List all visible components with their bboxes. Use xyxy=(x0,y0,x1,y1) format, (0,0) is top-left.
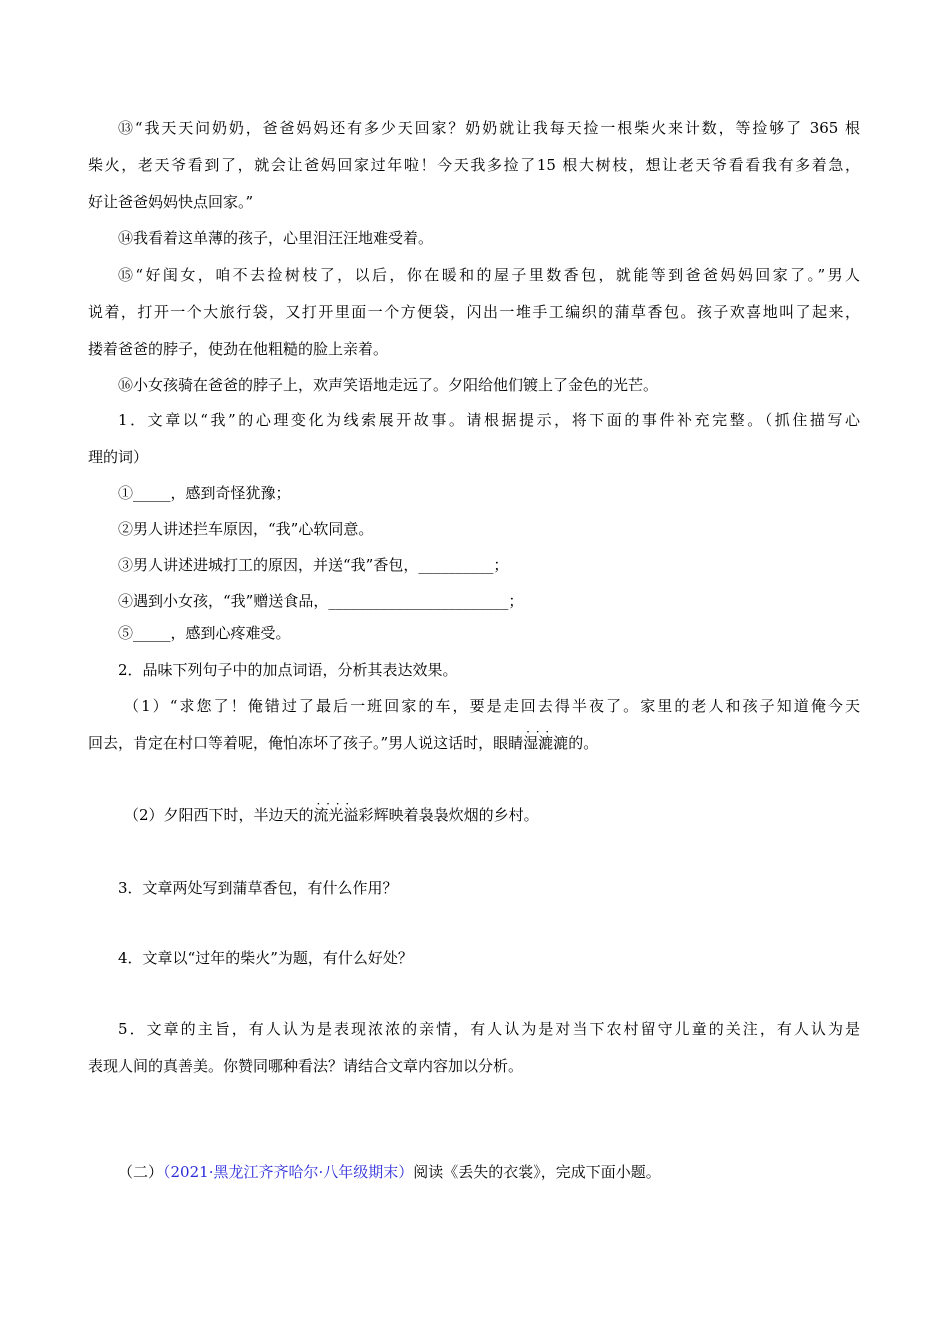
section-number: （二） xyxy=(118,1163,164,1181)
text-line: 柴火，老天爷看到了，就会让爸妈回家过年啦！今天我多捡了15 根大树枝，想让老天爷看看我有多着急， xyxy=(88,156,860,174)
text-line: 好让爸爸妈妈快点回家。” xyxy=(88,193,254,211)
text: （2）夕阳西下时，半边天的 xyxy=(124,806,314,824)
paragraph-14: ⑭我看着这单薄的孩子，心里泪汪汪地难受着。 xyxy=(118,229,434,247)
text: 的。 xyxy=(568,734,599,752)
emphasized-word: · · · · 流光溢彩 xyxy=(314,806,374,824)
question-4: 4．文章以“过年的柴火”为题，有什么好处？ xyxy=(118,949,413,967)
fill-item: ①_____，感到奇怪犹豫； xyxy=(118,484,291,502)
source-link[interactable]: （2021·黑龙江齐齐哈尔·八年级期末） xyxy=(163,1163,414,1181)
text-line: ⑬“我天天问奶奶，爸爸妈妈还有多少天回家？奶奶就让我每天捡一根柴火来计数，等捡够了 365 根 xyxy=(118,119,860,137)
sentence-2 xyxy=(124,805,896,825)
section-instruction: 阅读《丢失的衣裳》，完成下面小题。 xyxy=(413,1163,661,1181)
text: 辉映着袅袅炊烟的乡村。 xyxy=(373,806,539,824)
question-stem: 2．品味下列句子中的加点词语，分析其表达效果。 xyxy=(118,661,458,679)
sentence-1-cont xyxy=(88,733,860,753)
question-stem: 表现人间的真善美。你赞同哪种看法？请结合文章内容加以分析。 xyxy=(88,1057,524,1075)
fill-item: ③男人讲述进城打工的原因，并送“我”香包，__________； xyxy=(118,556,509,574)
question-stem: 理的词） xyxy=(88,448,149,466)
fill-item: ④遇到小女孩，“我”赠送食品，________________________； xyxy=(118,592,524,610)
question-stem: 1．文章以“我”的心理变化为线索展开故事。请根据提示，将下面的事件补充完整。（抓住描写心 xyxy=(118,411,860,429)
question-3: 3．文章两处写到蒲草香包，有什么作用？ xyxy=(118,879,398,897)
sentence-1: （1）“求您了！俺错过了最后一班回家的车，要是走回去得半夜了。家里的老人和孩子知道俺今天 xyxy=(124,697,860,715)
section-2-heading xyxy=(118,1162,890,1182)
paragraph-16: ⑯小女孩骑在爸爸的脖子上，欢声笑语地走远了。夕阳给他们镀上了金色的光芒。 xyxy=(118,376,659,394)
emphasized-word: · · · 湿漉漉 xyxy=(523,734,568,752)
fill-item: ②男人讲述拦车原因，“我”心软同意。 xyxy=(118,520,374,538)
text-line: 搂着爸爸的脖子，使劲在他粗糙的脸上亲着。 xyxy=(88,340,389,358)
text-line: 说着，打开一个大旅行袋，又打开里面一个方便袋，闪出一堆手工编织的蒲草香包。孩子欢喜地叫了起来， xyxy=(88,303,860,321)
fill-item: ⑤_____，感到心疼难受。 xyxy=(118,624,291,642)
text: 回去，肯定在村口等着呢，俺怕冻坏了孩子。”男人说这话时，眼睛 xyxy=(88,734,524,752)
text-line: ⑮“好闺女，咱不去捡树枝了，以后，你在暖和的屋子里数香包，就能等到爸爸妈妈回家了。”男人 xyxy=(118,266,860,284)
question-stem: 5．文章的主旨，有人认为是表现浓浓的亲情，有人认为是对当下农村留守儿童的关注，有人认为是 xyxy=(118,1020,860,1038)
